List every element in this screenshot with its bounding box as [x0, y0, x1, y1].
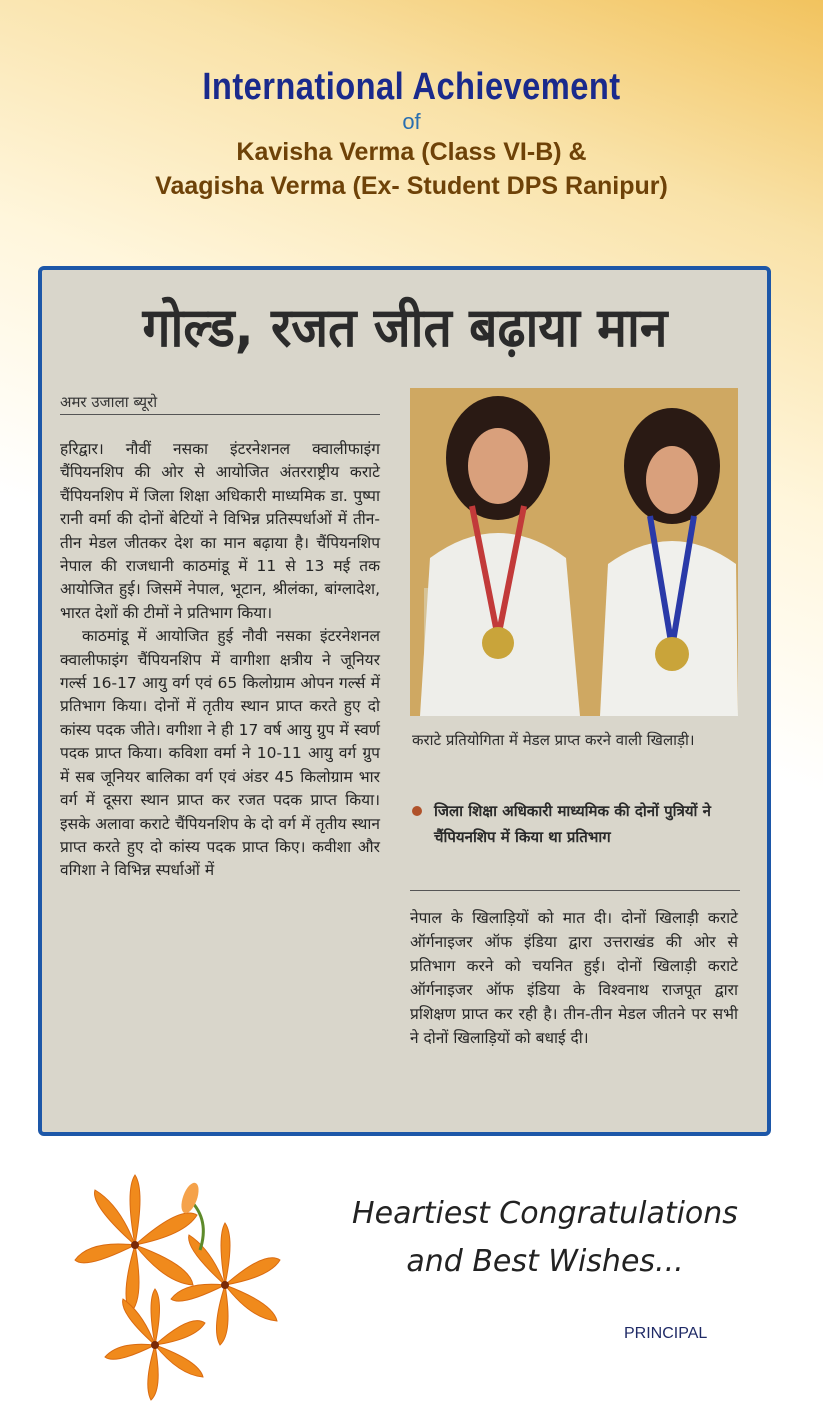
photo-illustration: [410, 388, 738, 716]
photo-caption: कराटे प्रतियोगिता में मेडल प्राप्त करने वाली खिलाड़ी।: [412, 731, 695, 749]
clipping-byline: अमर उजाला ब्यूरो: [60, 393, 158, 411]
congrats-line-1: Heartiest Congratulations: [352, 1196, 738, 1231]
bullet-icon: [412, 806, 422, 816]
flower-icon: [40, 1160, 300, 1410]
article-paragraph: काठमांडू में आयोजित हुई नौवी नसका इंटरनेशनल क्वालीफाइंग चैंपियनशिप में वागीशा क्षत्रीय ने जूनियर गर्ल्स 16-17 आयु वर्ग एवं 65 किलोग्राम ओपन गर्ल्स में प्रतिभाग किया। दोनों में तृतीय स्थान प्राप्त करते हुए दो कांस्य पदक जीते। वगीशा ने ही 17 वर्ष आयु ग्रुप में स्वर्ण पदक प्राप्त किया। कविशा वर्मा ने 10-11 आयु वर्ग ग्रुप में सब जूनियर बालिका वर्ग एवं अंडर 45 किलोग्राम भार वर्ग में दूसरा स्थान प्राप्त कर रजत पदक प्राप्त किया। इसके अलावा कराटे चैंपियनशिप के दो वर्ग में तृतीय स्थान प्राप्त करते हुए दो कांस्य पदक प्राप्त किए। कवीशा और वगिशा ने विभिन्न स्पर्धाओं में: [60, 627, 380, 880]
congrats-line-2: and Best Wishes...: [406, 1244, 684, 1279]
student-name-line-2: Vaagisha Verma (Ex- Student DPS Ranipur): [155, 172, 668, 200]
title-connector: of: [402, 109, 421, 134]
highlight-text: जिला शिक्षा अधिकारी माध्यमिक की दोनों पुत्रियों ने चैंपियनशिप में किया था प्रतिभाग: [434, 802, 711, 846]
clipping-headline: गोल्ड, रजत जीत बढ़ाया मान: [142, 296, 668, 359]
highlight-box: [410, 798, 740, 850]
principal-signature: PRINCIPAL: [624, 1325, 708, 1342]
divider: [60, 414, 380, 415]
page-header: [0, 66, 823, 203]
medal-winners-photo: [410, 388, 738, 716]
newspaper-clipping: [38, 266, 771, 1136]
article-paragraph: नेपाल के खिलाड़ियों को मात दी। दोनों खिलाड़ी कराटे ऑर्गनाइजर ऑफ इंडिया द्वारा उत्तराखंड की ओर से प्रतिभाग करने को चयनित हुई। दोनों खिलाड़ी कराटे ऑर्गनाइजर ऑफ इंडिया के विश्वनाथ राजपूत द्वारा प्रशिक्षण प्राप्त कर रही है। तीन-तीन मेडल जीतने पर सभी ने दोनों खिलाड़ियों को बधाई दी।: [410, 909, 738, 1047]
student-name-line-1: Kavisha Verma (Class VI-B) &: [236, 138, 587, 166]
article-paragraph: हरिद्वार। नौवीं नसका इंटरनेशनल क्वालीफाइंग चैंपियनशिप की ओर से आयोजित अंतरराष्ट्रीय कराटे चैंपियनशिप में जिला शिक्षा अधिकारी माध्यमिक डा. पुष्पा रानी वर्मा की दोनों बेटियों ने विभिन्न प्रतिस्पर्धाओं में तीन-तीन मेडल जीतकर देश का मान बढ़ाया है। चैंपियनशिप नेपाल की राजधानी काठमांडू में 11 से 13 मई तक आयोजित हुई। जिसमें नेपाल, भूटान, श्रीलंका, बांग्लादेश, भारत देशों की टीमों ने प्रतिभाग किया।: [60, 440, 380, 622]
right-column: [410, 906, 738, 1050]
congratulations-message: [300, 1190, 790, 1286]
lily-flowers-decoration: [40, 1160, 300, 1415]
divider: [410, 890, 740, 891]
left-column: [60, 438, 380, 883]
page-title: International Achievement: [202, 66, 621, 108]
